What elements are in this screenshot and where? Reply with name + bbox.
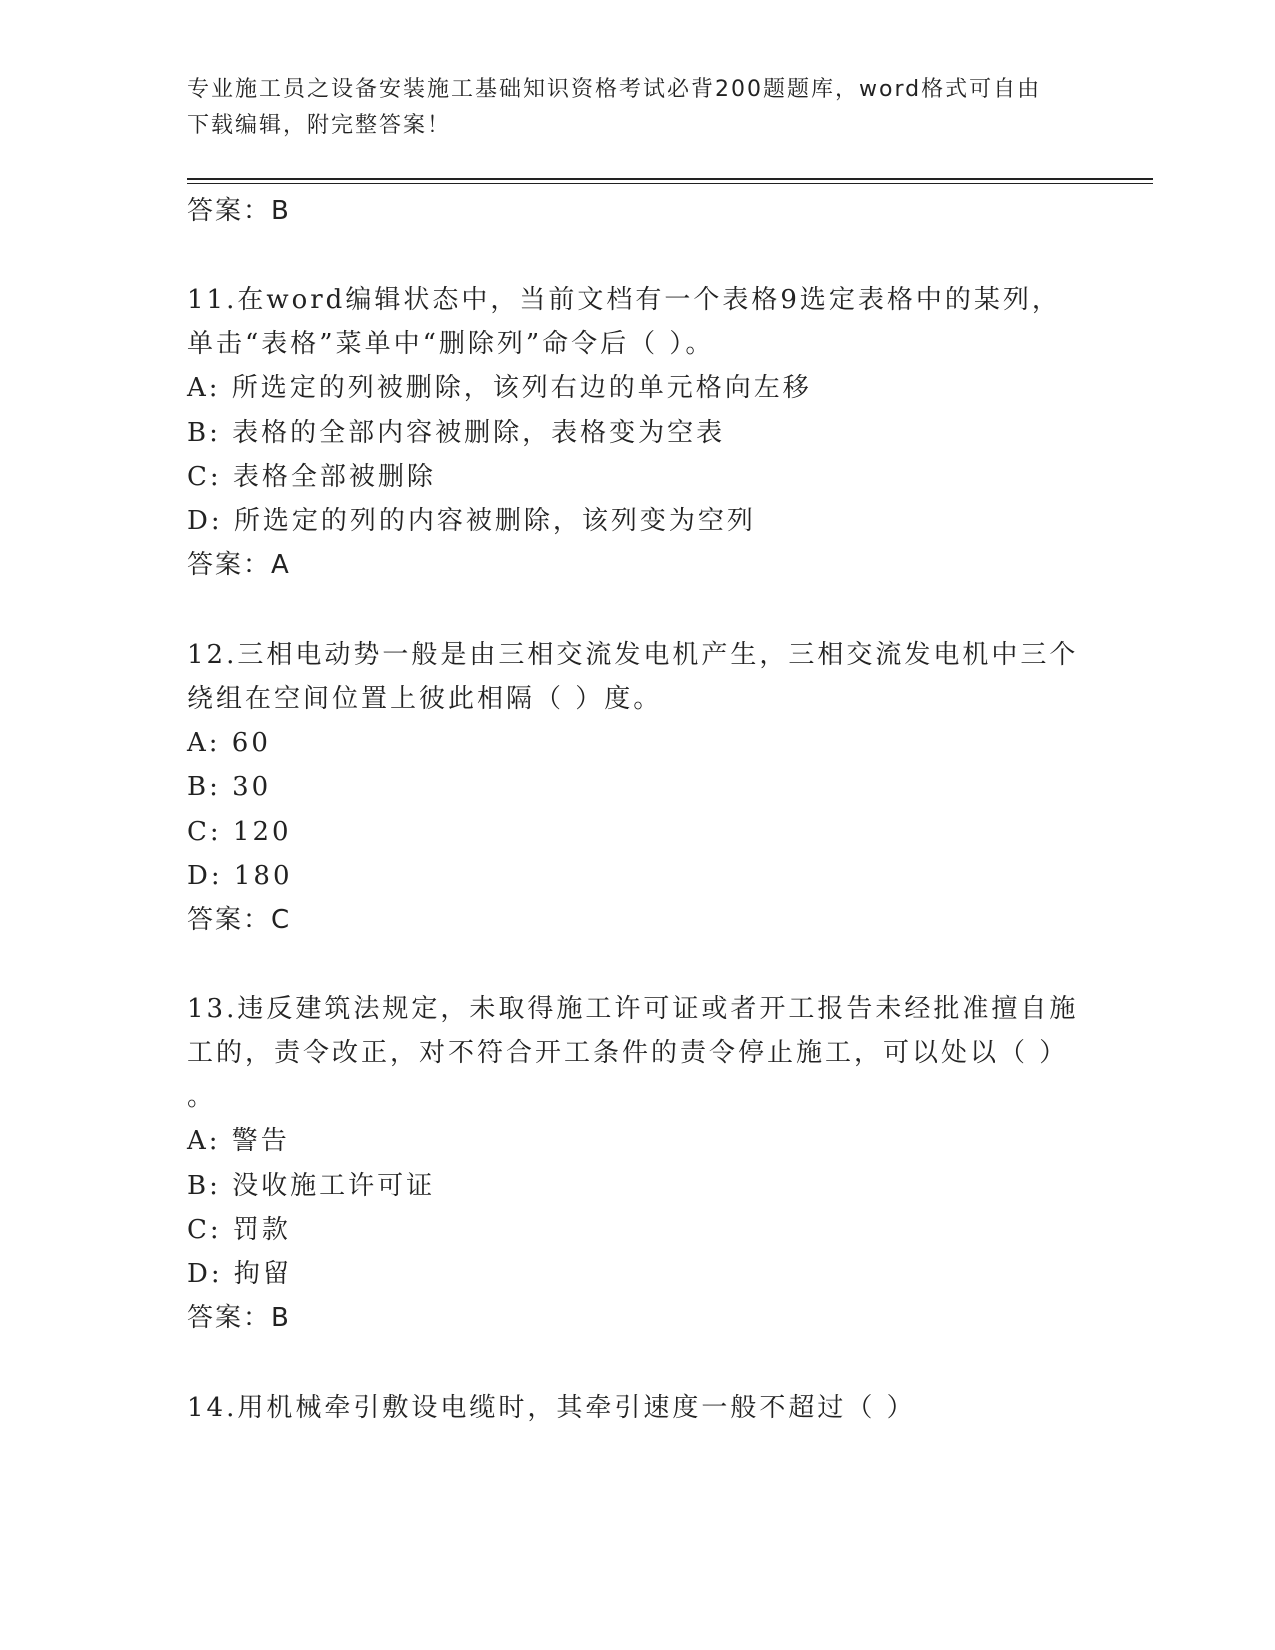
question-11-answer: 答案：A [187, 550, 291, 580]
question-12-option-b: B: 30 [187, 772, 272, 802]
question-11-option-a: A: 所选定的列被删除，该列右边的单元格向左移 [187, 373, 812, 403]
document-header [187, 72, 1067, 144]
header-divider-thin [187, 183, 1153, 184]
question-13-option-d: D: 拘留 [187, 1259, 292, 1289]
question-12-option-a: A: 60 [187, 728, 271, 758]
question-14-line-1: 14.用机械牵引敷设电缆时，其牵引速度一般不超过（ ） [187, 1393, 916, 1423]
question-12-option-d: D: 180 [187, 861, 293, 891]
question-13-answer: 答案：B [187, 1303, 291, 1333]
question-12-option-c: C: 120 [187, 817, 292, 847]
question-11-option-b: B: 表格的全部内容被删除，表格变为空表 [187, 418, 726, 448]
question-13-option-a: A: 警告 [187, 1126, 290, 1156]
question-12-line-1: 12.三相电动势一般是由三相交流发电机产生，三相交流发电机中三个 [187, 640, 1079, 670]
header-divider [187, 178, 1153, 180]
question-13-option-b: B: 没收施工许可证 [187, 1171, 436, 1201]
question-12-answer: 答案：C [187, 905, 292, 935]
header-line-1: 专业施工员之设备安装施工基础知识资格考试必背200题题库，word格式可自由 [187, 77, 1042, 102]
question-11-line-1: 11.在word编辑状态中，当前文档有一个表格9选定表格中的某列， [187, 285, 1061, 315]
question-13-line-2: 工的，责令改正，对不符合开工条件的责令停止施工，可以处以（ ） [187, 1038, 1069, 1068]
question-13-line-3: 。 [187, 1082, 217, 1112]
question-13-line-1: 13.违反建筑法规定，未取得施工许可证或者开工报告未经批准擅自施 [187, 994, 1079, 1024]
question-12-line-2: 绕组在空间位置上彼此相隔（ ）度。 [187, 684, 663, 714]
question-11-option-d: D: 所选定的列的内容被删除，该列变为空列 [187, 506, 756, 536]
header-line-2: 下载编辑，附完整答案！ [187, 113, 452, 138]
question-11-line-2: 单击“表格”菜单中“删除列”命令后（ ）。 [187, 329, 715, 359]
answer-line: 答案：B [187, 196, 291, 226]
question-13-option-c: C: 罚款 [187, 1215, 291, 1245]
question-11-option-c: C: 表格全部被删除 [187, 462, 436, 492]
